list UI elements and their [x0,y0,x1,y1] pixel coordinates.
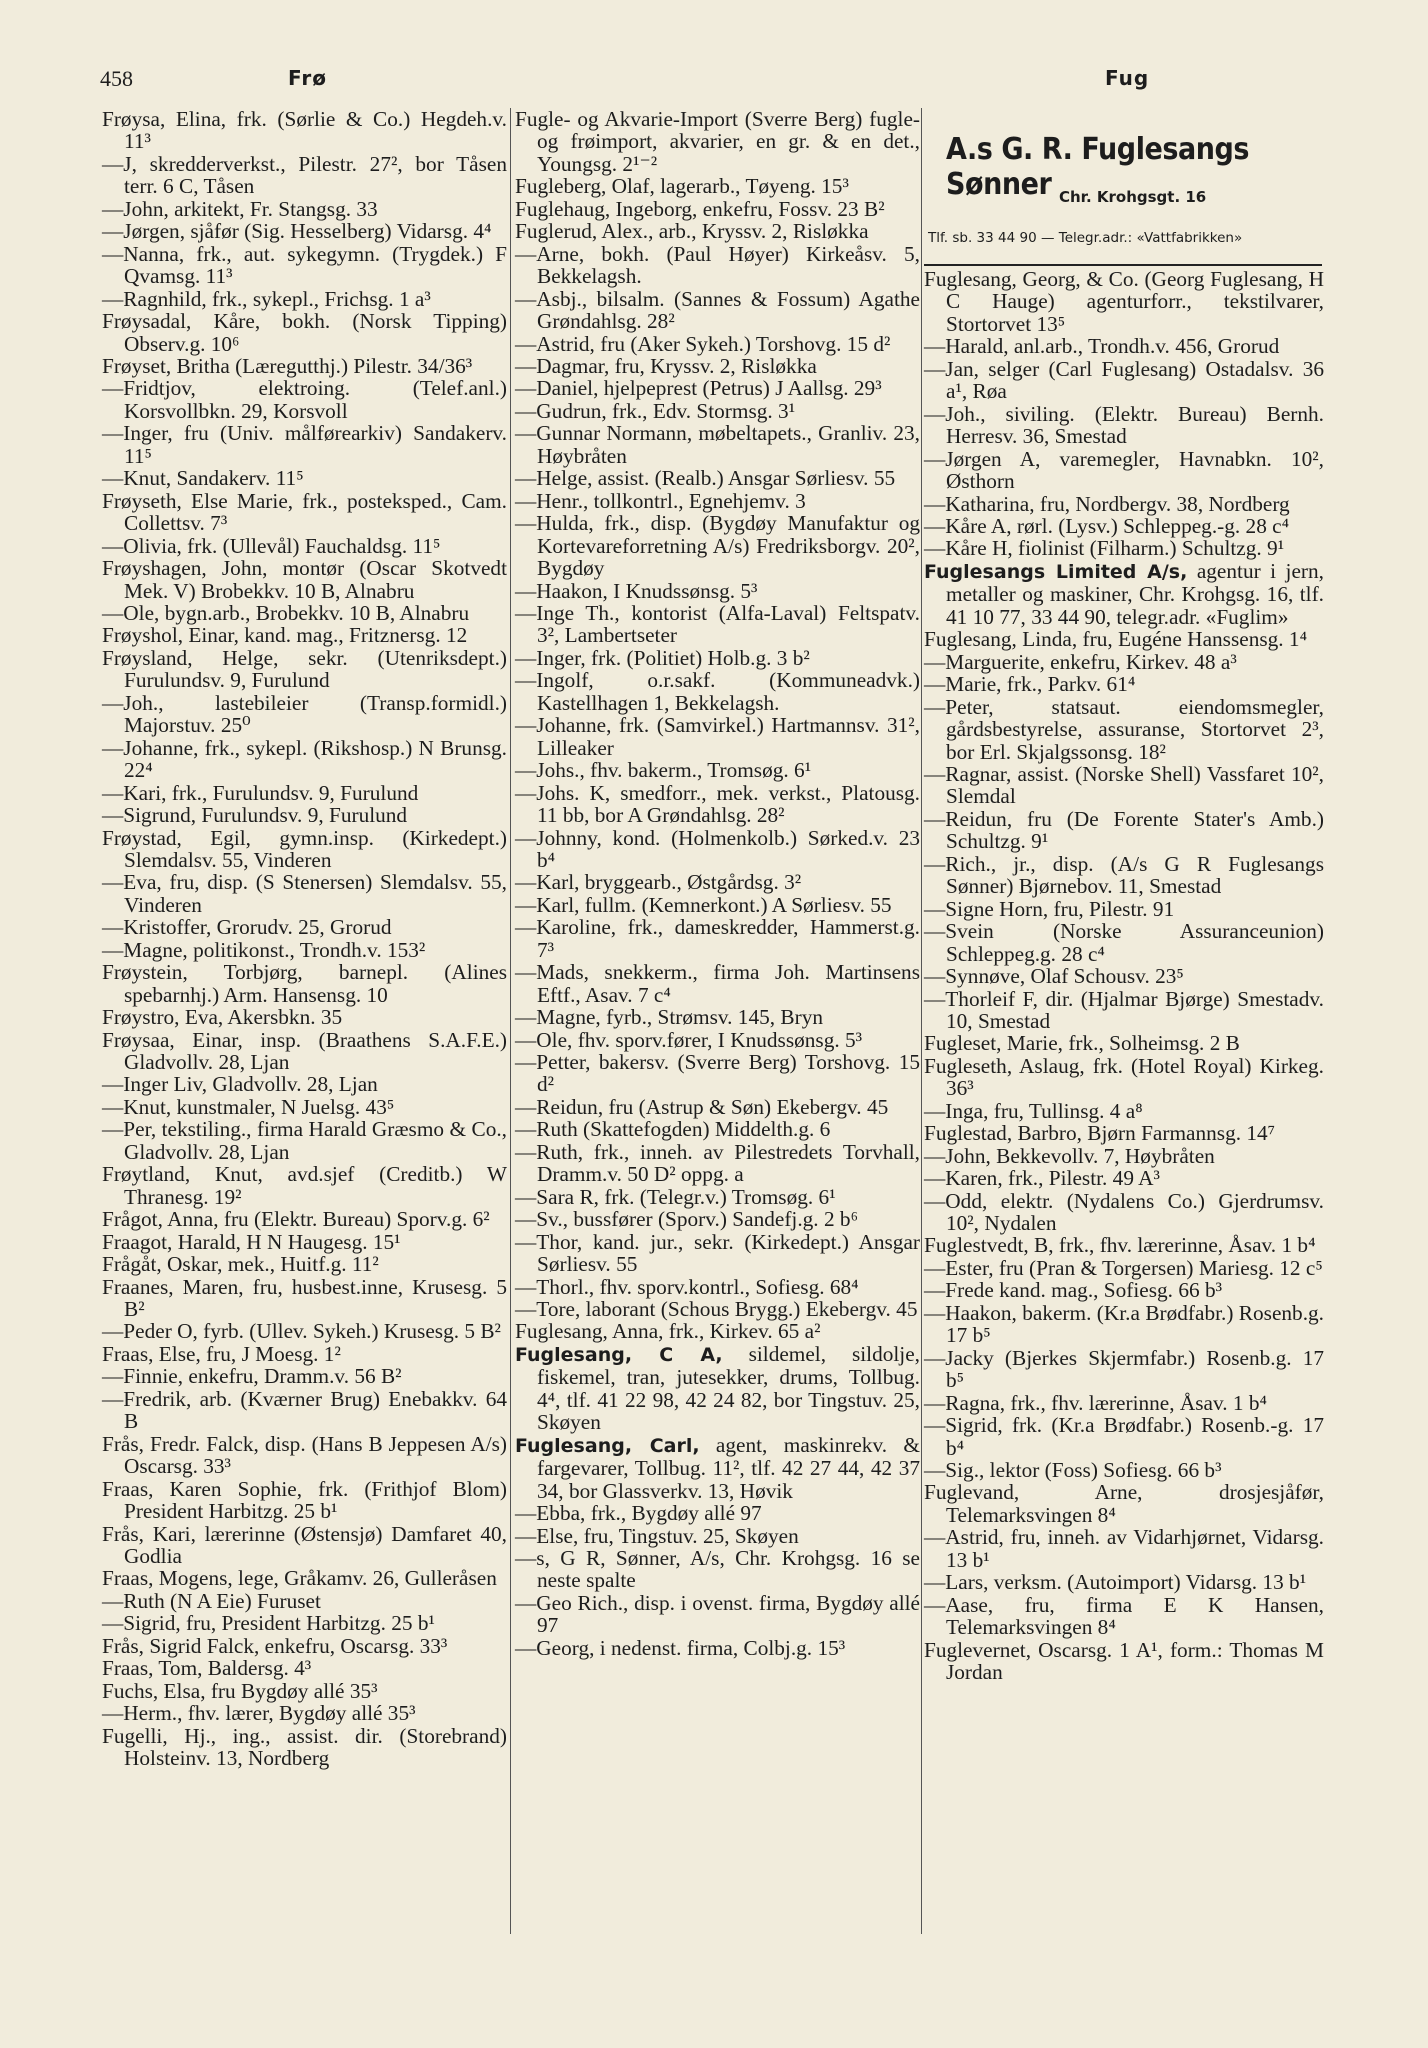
directory-entry: —Magne, fyrb., Strømsv. 145, Bryn [515,1005,823,1030]
directory-entry: —Joh., lastebileier (Transp.formidl.) Majorstuv. 25⁰ [102,690,507,738]
directory-entry: Frågåt, Oskar, mek., Huitf.g. 11² [102,1252,379,1277]
directory-entry: —Daniel, hjelpeprest (Petrus) J Aallsg. 29³ [515,376,882,401]
directory-entry: —Sig., lektor (Foss) Sofiesg. 66 b³ [924,1458,1222,1483]
directory-entry: —s, G R, Sønner, A/s, Chr. Krohgsg. 16 se neste spalte [515,1546,920,1593]
running-head-left: Frø [288,66,327,90]
directory-entry: —Astrid, fru, inneh. av Vidarhjørnet, Vidarsg. 13 b¹ [924,1525,1324,1572]
directory-entry: Frås, Sigrid Falck, enkefru, Oscarsg. 33³ [102,1633,448,1658]
directory-entry: —Frede kand. mag., Sofiesg. 66 b³ [924,1278,1222,1303]
entry-lead-name: Fuglesangs Limited A/s, [924,560,1188,583]
directory-entry: Frås, Fredr. Falck, disp. (Hans B Jeppesen A/s) Oscarsg. 33³ [102,1431,507,1479]
directory-entry: Frøyshagen, John, montør (Oscar Skotvedt Mek. V) Brobekkv. 10 B, Alnabru [102,556,507,603]
directory-entry: —John, arkitekt, Fr. Stangsg. 33 [102,196,378,221]
directory-entry: Frågot, Anna, fru (Elektr. Bureau) Sporv.g. 6² [102,1207,490,1232]
directory-entry: Frøyshol, Einar, kand. mag., Fritznersg. 12 [102,623,468,648]
directory-entry: —Thorleif F, dir. (Hjalmar Bjørge) Smestadv. 10, Smestad [924,986,1324,1033]
directory-entry: —Helge, assist. (Realb.) Ansgar Sørliesv. 55 [515,466,896,491]
directory-entry: —Johnny, kond. (Holmenkolb.) Sørked.v. 23 b⁴ [515,825,920,872]
directory-entry: —Kari, frk., Furulundsv. 9, Furulund [102,780,419,805]
directory-entry: —Ole, fhv. sporv.fører, I Knudssønsg. 5³ [515,1027,863,1052]
directory-entry: —Kåre A, rørl. (Lysv.) Schleppeg.-g. 28 c⁴ [924,513,1290,538]
directory-entry: Frøysland, Helge, sekr. (Utenriksdept.) Furulundsv. 9, Furulund [102,645,507,693]
directory-entry: —Haakon, I Knudssønsg. 5³ [515,578,758,603]
directory-entry: —Inger Liv, Gladvollv. 28, Ljan [102,1072,378,1097]
directory-column-1 [102,108,507,1770]
directory-entry: —Inga, fru, Tullinsg. 4 a⁸ [924,1098,1143,1123]
directory-entry: —Jørgen, sjåfør (Sig. Hesselberg) Vidarsg. 4⁴ [102,219,492,244]
directory-entry: —Ole, bygn.arb., Brobekkv. 10 B, Alnabru [102,600,470,625]
directory-entry: Fuglesang, Anna, frk., Kirkev. 65 a² [515,1319,821,1344]
directory-entry: —Tore, laborant (Schous Brygg.) Ekebergv. 45 [515,1297,918,1322]
directory-entry: —Ruth (N A Eie) Furuset [102,1588,321,1613]
directory-entry: —Haakon, bakerm. (Kr.a Brødfabr.) Rosenb.g. 17 b⁵ [924,1300,1324,1348]
directory-entry: Fraagot, Harald, H N Haugesg. 15¹ [102,1229,401,1254]
directory-entry: —Kåre H, fiolinist (Filharm.) Schultzg. 9¹ [924,536,1285,561]
directory-entry: —Sigrid, fru, President Harbitzg. 25 b¹ [102,1611,435,1636]
directory-entry: —Fredrik, arb. (Kværner Brug) Enebakkv. 64 B [102,1386,507,1434]
directory-entry: —Knut, Sandakerv. 11⁵ [102,466,304,491]
directory-entry: —Ragnar, assist. (Norske Shell) Vassfaret 10², Slemdal [924,761,1324,809]
directory-column-3 [924,268,1324,1684]
directory-entry: Frøyset, Britha (Læregutthj.) Pilestr. 34/36³ [102,353,473,378]
directory-entry: Frås, Kari, lærerinne (Østensjø) Damfaret 40, Godlia [102,1521,507,1568]
directory-entry: —Inge Th., kontorist (Alfa-Laval) Feltspatv. 3², Lambertseter [515,600,920,648]
column-divider [921,108,922,1934]
directory-entry: —Kristoffer, Grorudv. 25, Grorud [102,915,392,940]
directory-entry: —Herm., fhv. lærer, Bygdøy allé 35³ [102,1701,416,1726]
directory-entry: Fuglevand, Arne, drosjesjåfør, Telemarksvingen 8⁴ [924,1480,1324,1527]
directory-entry: Fugleseth, Aslaug, frk. (Hotel Royal) Kirkeg. 36³ [924,1053,1324,1101]
directory-entry: —Sigrid, frk. (Kr.a Brødfabr.) Rosenb.-g. 17 b⁴ [924,1413,1324,1460]
directory-entry: —Ragnhild, frk., sykepl., Frichsg. 1 a³ [102,286,431,311]
entry-lead-name: Fuglesang, Carl, [515,1434,700,1457]
directory-entry: Fraanes, Maren, fru, husbest.inne, Krusesg. 5 B² [102,1274,507,1322]
entry-details: agentur i jern, metaller og maskiner, Chr. Krohgsg. 16, tlf. 41 10 77, 33 44 90, telegr.adr. «Fuglim» [946,558,1324,629]
directory-entry: —Astrid, fru (Aker Sykeh.) Torshovg. 15 d² [515,331,891,356]
directory-entry: —Karl, bryggearb., Østgårdsg. 3² [515,870,802,895]
directory-entry: —Johanne, frk. (Samvirkel.) Hartmannsv. 31², Lilleaker [515,713,920,760]
directory-column-2 [515,108,920,1659]
directory-entry: —Jan, selger (Carl Fuglesang) Ostadalsv. 36 a¹, Røa [924,356,1324,404]
directory-entry: —Odd, elektr. (Nydalens Co.) Gjerdrumsv. 10², Nydalen [924,1188,1324,1236]
directory-entry: Fugleberg, Olaf, lagerarb., Tøyeng. 15³ [515,174,849,199]
directory-entry: —Karl, fullm. (Kemnerkont.) A Sørliesv. 55 [515,892,892,917]
directory-entry: Fuglestad, Barbro, Bjørn Farmannsg. 14⁷ [924,1121,1276,1146]
directory-entry: Fuglevernet, Oscarsg. 1 A¹, form.: Thomas M Jordan [924,1637,1324,1685]
directory-entry: —Olivia, frk. (Ullevål) Fauchaldsg. 11⁵ [102,533,441,558]
column-divider [510,108,511,1934]
directory-entry: —Thor, kand. jur., sekr. (Kirkedept.) Ansgar Sørliesv. 55 [515,1229,920,1277]
directory-entry: —Knut, kunstmaler, N Juelsg. 43⁵ [102,1094,395,1119]
directory-entry: —Katharina, fru, Nordbergv. 38, Nordberg [924,491,1290,516]
directory-entry: Fuchs, Elsa, fru Bygdøy allé 35³ [102,1678,378,1703]
directory-entry: —Sigrund, Furulundsv. 9, Furulund [102,803,408,828]
entry-details: agent, maskinrekv. & fargevarer, Tollbug. 11², tlf. 42 27 44, 42 37 34, bor Glassverkv. 13, Høvik [537,1432,920,1503]
directory-entry: —Gunnar Normann, møbeltapets., Granliv. 23, Høybråten [515,421,920,468]
directory-entry: —Harald, anl.arb., Trondh.v. 456, Grorud [924,334,1280,359]
directory-entry: Frøysadal, Kåre, bokh. (Norsk Tipping) Observ.g. 10⁶ [102,309,507,356]
advertisement-title: A.s G. R. Fuglesangs Sønner [946,132,1250,202]
advertisement-address: Chr. Krohgsgt. 16 [1059,188,1207,206]
directory-entry: —John, Bekkevollv. 7, Høybråten [924,1143,1215,1168]
directory-entry: Frøysaa, Einar, insp. (Braathens S.A.F.E.) Gladvollv. 28, Ljan [102,1027,507,1075]
company-advertisement [924,118,1322,266]
directory-entry: Fugleset, Marie, frk., Solheimsg. 2 B [924,1031,1240,1056]
directory-entry: —Sv., bussfører (Sporv.) Sandefj.g. 2 b⁶ [515,1207,859,1232]
directory-entry: —Johanne, frk., sykepl. (Rikshosp.) N Brunsg. 22⁴ [102,735,507,783]
directory-entry: —Peter, statsaut. eiendomsmegler, gårdsbestyrelse, assuranse, Stortorvet 2³, bor Erl. Skjalgssonsg. 18² [924,694,1324,764]
directory-entry: —Dagmar, fru, Kryssv. 2, Risløkka [515,353,817,378]
page-header [0,62,1428,102]
directory-entry: Fuglestvedt, B, frk., fhv. lærerinne, Åsav. 1 b⁴ [924,1233,1316,1258]
directory-entry: Frøysa, Elina, frk. (Sørlie & Co.) Hegdeh.v. 11³ [102,107,507,154]
directory-entry: —Magne, politikonst., Trondh.v. 153² [102,937,426,962]
directory-entry: —Ruth (Skattefogden) Middelth.g. 6 [515,1117,831,1142]
directory-entry: —Gudrun, frk., Edv. Stormsg. 3¹ [515,398,796,423]
directory-entry: —Arne, bokh. (Paul Høyer) Kirkeåsv. 5, Bekkelagsh. [515,241,920,289]
page-number: 458 [100,66,133,91]
directory-entry: —Marie, frk., Parkv. 61⁴ [924,672,1136,697]
entry-details: sildemel, sildolje, fiskemel, tran, jutesekker, drums, Tollbug. 4⁴, tlf. 41 22 98, 42 24 82, bor Tingstuv. 25, Skøyen [537,1341,920,1435]
advertisement-contact: Tlf. sb. 33 44 90 — Telegr.adr.: «Vattfabrikken» [928,230,1243,246]
directory-entry: Frøystro, Eva, Akersbkn. 35 [102,1005,343,1030]
directory-entry: —Johs., fhv. bakerm., Tromsøg. 6¹ [515,758,812,783]
directory-entry [515,1343,920,1434]
directory-entry: —Mads, snekkerm., firma Joh. Martinsens Eftf., Asav. 7 c⁴ [515,960,920,1007]
directory-entry: Frøystad, Egil, gymn.insp. (Kirkedept.) Slemdalsv. 55, Vinderen [102,825,507,872]
directory-entry: —Fridtjov, elektroing. (Telef.anl.) Korsvollbkn. 29, Korsvoll [102,376,507,423]
directory-entry: —Rich., jr., disp. (A/s G R Fuglesangs Sønner) Bjørnebov. 11, Smestad [924,851,1324,899]
directory-entry: Fraas, Tom, Baldersg. 4³ [102,1656,312,1681]
directory-entry: Fraas, Karen Sophie, frk. (Frithjof Blom) President Harbitzg. 25 b¹ [102,1476,507,1524]
directory-entry: —Ragna, frk., fhv. lærerinne, Åsav. 1 b⁴ [924,1390,1267,1415]
directory-entry: Fraas, Else, fru, J Moesg. 1² [102,1341,341,1366]
directory-entry: —Signe Horn, fru, Pilestr. 91 [924,896,1175,921]
directory-entry: —Else, fru, Tingstuv. 25, Skøyen [515,1523,799,1548]
directory-entry: —Ruth, frk., inneh. av Pilestredets Torvhall, Dramm.v. 50 D² oppg. a [515,1139,920,1187]
directory-entry: —Peder O, fyrb. (Ullev. Sykeh.) Krusesg. 5 B² [102,1319,501,1344]
directory-entry: Fuglesang, Linda, fru, Eugéne Hanssensg. 1⁴ [924,627,1308,652]
directory-entry: —Hulda, frk., disp. (Bygdøy Manufaktur og Kortevareforretning A/s) Fredriksborgv. 20², Bygdøy [515,511,920,581]
directory-entry: Frøyseth, Else Marie, frk., posteksped., Cam. Collettsv. 7³ [102,488,507,536]
directory-entry: —Johs. K, smedforr., mek. verkst., Platousg. 11 bb, bor A Grøndahlsg. 28² [515,780,920,828]
directory-entry: —Ingolf, o.r.sakf. (Kommuneadvk.) Kastellhagen 1, Bekkelagsh. [515,668,920,715]
directory-entry: —Reidun, fru (De Forente Stater's Amb.) Schultzg. 9¹ [924,806,1324,854]
directory-entry: —Karoline, frk., dameskredder, Hammerst.g. 7³ [515,915,920,962]
directory-entry: —Marguerite, enkefru, Kirkev. 48 a³ [924,649,1237,674]
directory-entry: —Per, tekstiling., firma Harald Græsmo & Co., Gladvollv. 28, Ljan [102,1117,507,1164]
directory-entry: —Synnøve, Olaf Schousv. 23⁵ [924,964,1184,989]
directory-entry: Fuglehaug, Ingeborg, enkefru, Fossv. 23 B² [515,196,885,221]
directory-entry: Fraas, Mogens, lege, Gråkamv. 26, Gulleråsen [102,1566,497,1591]
directory-entry: —Georg, i nedenst. firma, Colbj.g. 15³ [515,1635,846,1660]
directory-entry: —Finnie, enkefru, Dramm.v. 56 B² [102,1364,402,1389]
directory-entry: —Joh., siviling. (Elektr. Bureau) Bernh. Herresv. 36, Smestad [924,401,1324,449]
entry-lead-name: Fuglesang, C A, [515,1343,723,1366]
directory-entry: —Inger, fru (Univ. målførearkiv) Sandakerv. 11⁵ [102,421,507,468]
directory-entry: —Jørgen A, varemegler, Havnabkn. 10², Østhorn [924,446,1324,494]
directory-entry: Fuglesang, Georg, & Co. (Georg Fuglesang, H C Hauge) agenturforr., tekstilvarer, Stortorvet 13⁵ [924,267,1324,336]
directory-entry: —J, skredderverkst., Pilestr. 27², bor Tåsen terr. 6 C, Tåsen [102,151,507,199]
running-head-right: Fug [1105,66,1150,90]
directory-entry: —Lars, verksm. (Autoimport) Vidarsg. 13 b¹ [924,1570,1307,1595]
directory-entry: —Sara R, frk. (Telegr.v.) Tromsøg. 6¹ [515,1184,836,1209]
directory-entry: —Reidun, fru (Astrup & Søn) Ekebergv. 45 [515,1094,889,1119]
directory-entry [924,560,1324,628]
directory-entry: —Eva, fru, disp. (S Stenersen) Slemdalsv. 55, Vinderen [102,870,507,917]
directory-entry: —Geo Rich., disp. i ovenst. firma, Bygdøy allé 97 [515,1590,920,1638]
directory-entry: —Aase, fru, firma E K Hansen, Telemarksvingen 8⁴ [924,1592,1324,1640]
directory-entry: —Henr., tollkontrl., Egnehjemv. 3 [515,488,806,513]
directory-entry: —Nanna, frk., aut. sykegymn. (Trygdek.) F Qvamsg. 11³ [102,241,507,289]
directory-entry: Frøytland, Knut, avd.sjef (Creditb.) W Thranesg. 19² [102,1162,507,1209]
directory-entry: Fugelli, Hj., ing., assist. dir. (Storebrand) Holsteinv. 13, Nordberg [102,1723,507,1771]
directory-entry: —Ester, fru (Pran & Torgersen) Mariesg. 12 c⁵ [924,1255,1323,1280]
directory-entry: —Asbj., bilsalm. (Sannes & Fossum) Agathe Grøndahlsg. 28² [515,286,920,334]
directory-entry: —Ebba, frk., Bygdøy allé 97 [515,1501,762,1526]
directory-entry [515,1434,920,1502]
directory-entry: Fugle- og Akvarie-Import (Sverre Berg) fugle- og frøimport, akvarier, en gr. & en det., Youngsg. 2¹⁻² [515,107,920,176]
directory-entry: Frøystein, Torbjørg, barnepl. (Alines spebarnhj.) Arm. Hansensg. 10 [102,960,507,1007]
directory-entry: —Svein (Norske Assuranceunion) Schleppeg.g. 28 c⁴ [924,919,1324,966]
directory-entry: —Petter, bakersv. (Sverre Berg) Torshovg. 15 d² [515,1050,920,1097]
directory-entry: —Thorl., fhv. sporv.kontrl., Sofiesg. 68⁴ [515,1274,859,1299]
directory-entry: —Inger, frk. (Politiet) Holb.g. 3 b² [515,645,810,670]
directory-entry: —Jacky (Bjerkes Skjermfabr.) Rosenb.g. 17 b⁵ [924,1345,1324,1393]
directory-entry: —Karen, frk., Pilestr. 49 A³ [924,1166,1160,1191]
directory-entry: Fuglerud, Alex., arb., Kryssv. 2, Risløkka [515,219,869,244]
